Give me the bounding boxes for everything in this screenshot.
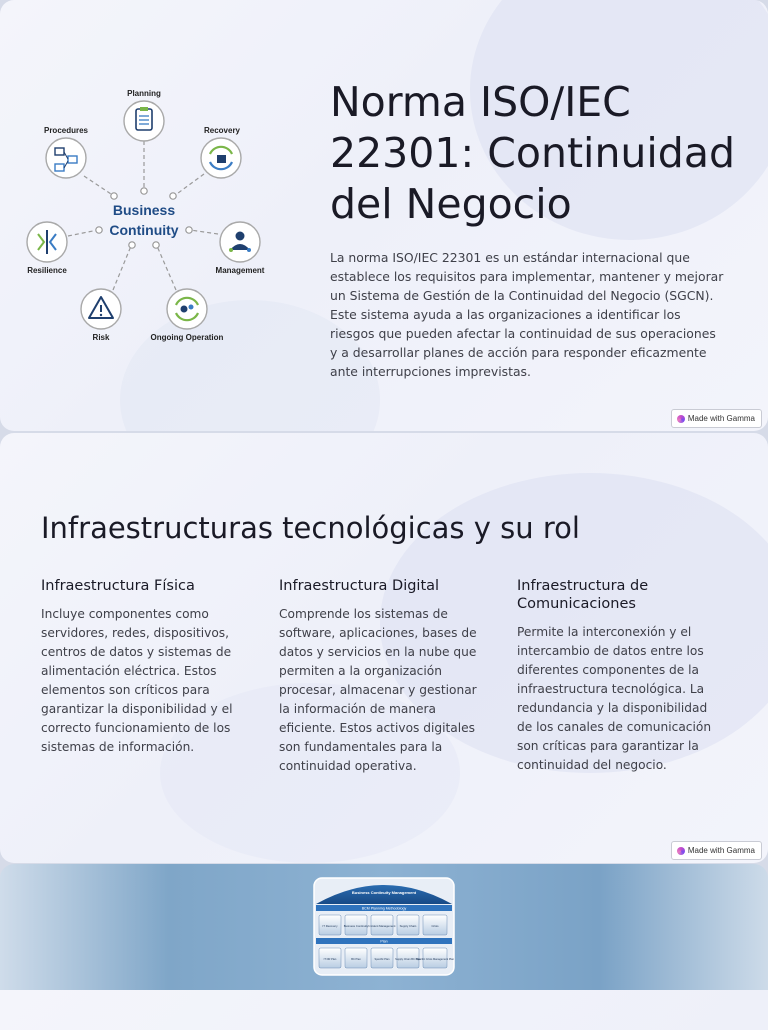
column-physical-infrastructure [41, 577, 249, 757]
slide-body-text: La norma ISO/IEC 22301 es un estándar internacional que establece los requisitos para implementar, mantener y mejorar un Sistema de Gestión de la Continuidad del Negocio (SGCN). Este sistema ayuda a las organizaciones a identificar los riesgos que pueden afectar la continuidad de sus operaciones y a desarrollar planes de acción para responder eficazmente ante interrupciones imprevistas. [330, 250, 724, 379]
made-with-gamma-badge[interactable] [671, 409, 762, 428]
diagram-label-management: Management [215, 266, 265, 275]
column-heading: Infraestructura Digital [279, 578, 440, 594]
diagram-label-procedures: Procedures [43, 126, 89, 135]
bcm-row1-item: Crisis [431, 924, 439, 928]
slide-iso-22301 [0, 0, 768, 431]
column-heading: Infraestructura Física [41, 578, 195, 594]
diagram-label-resilience: Resilience [27, 266, 67, 275]
column-text: Comprende los sistemas de software, aplicaciones, bases de datos y servicios en la nube que permiten a la organización procesar, almacenar y gestionar la información de manera eficiente. Estos activos digitales son fundamentales para la continuidad operativa. [279, 607, 477, 773]
next-slide-partial [0, 990, 768, 1030]
column-communications-infrastructure [517, 577, 725, 775]
bcm-row2-item: BC Plan [351, 958, 361, 961]
bcm-row2-item: Specific Plan [374, 958, 390, 961]
diagram-label-planning: Planning [127, 89, 161, 98]
bcm-row1-item: IT Recovery [322, 924, 338, 928]
column-digital-infrastructure [279, 577, 487, 776]
gamma-logo-icon [677, 415, 685, 423]
slide-title: Norma ISO/IEC 22301: Continuidad del Negocio [330, 78, 735, 228]
bcm-row1-item: Supply Chain [399, 924, 417, 928]
bcm-row2-item: IT DR Plan [323, 958, 337, 961]
bcm-row2-item: Specific Crisis Management Plan [415, 958, 455, 961]
bcm-header: Business Continuity Management [351, 890, 417, 895]
slide-bcm-image [0, 864, 768, 990]
bcm-row1-item: Incident Management [368, 924, 396, 928]
bcm-subheader: BCM Planning Methodology [361, 906, 407, 911]
diagram-center-line2: Continuity [109, 222, 179, 238]
column-text: Permite la interconexión y el intercambio de datos entre los diferentes componentes de la infraestructura tecnológica. La redundancia y la disponibilidad de los canales de comunicación son críticas para garantizar la continuidad del negocio. [517, 625, 712, 772]
gamma-logo-icon [677, 847, 685, 855]
badge-label: Made with Gamma [687, 414, 755, 423]
diagram-label-recovery: Recovery [203, 126, 241, 135]
diagram-label-risk: Risk [92, 333, 110, 342]
bcm-plan-label: Plan [380, 939, 388, 944]
slide-infraestructuras [0, 433, 768, 863]
bcm-row1-item: Business Continuity [343, 924, 369, 928]
bcm-methodology-diagram [313, 876, 455, 976]
diagram-center-line1: Business [112, 202, 176, 218]
diagram-label-ongoing-operation: Ongoing Operation [150, 333, 224, 342]
slide-title: Infraestructuras tecnológicas y su rol [41, 511, 580, 545]
column-text: Incluye componentes como servidores, redes, dispositivos, centros de datos y sistemas de alimentación eléctrica. Estos elementos son críticos para garantizar la disponibilidad y el correcto funcionamiento de los sistemas de información. [41, 607, 233, 754]
bcm-row2-item: Supply Chain BC Plan [395, 958, 421, 961]
business-continuity-diagram [18, 84, 280, 346]
badge-label: Made with Gamma [687, 846, 755, 855]
made-with-gamma-badge[interactable] [671, 841, 762, 860]
column-heading: Infraestructura de Comunicaciones [517, 578, 649, 612]
